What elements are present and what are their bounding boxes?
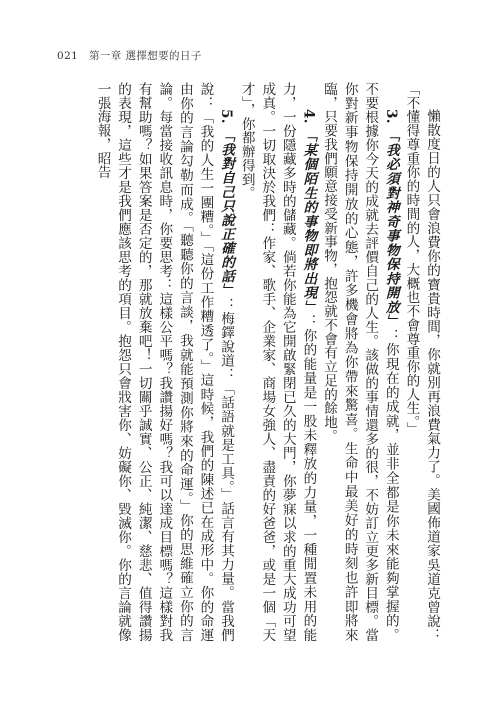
- paragraph-4-emphasis: 「我對自己只說正確的話」: [218, 128, 235, 298]
- page-number: 021: [57, 50, 79, 62]
- paragraph-1-text: 懶散度日的人只會浪費你的寶貴時間，你就別再浪費氣力了。美國佈道家吳道克曾說：「不懂得尊重你的時間的人，大概也不會尊重你的人生。」: [403, 82, 440, 642]
- paragraph-1: [401, 82, 442, 642]
- paragraph-3: [236, 82, 318, 642]
- paragraph-3-text: ：你的能量是一股未釋放的力量，一種閒置未用的能力，一份隱藏多時的儲藏。倘若你能為它開啟緊閉已久的大門，你夢寐以求的重大成功可望成真。一切取決於我們：作家、歌手、企業家、商場女強人、盡責的好爸爸，或是一個「天才」，你都辦得到。: [238, 82, 317, 642]
- paragraph-3-emphasis: 「某個陌生的事物即將出現」: [300, 128, 317, 315]
- paragraph-4: [92, 82, 236, 642]
- paragraph-2-emphasis: 「我必須對神奇事物保持開放」: [382, 128, 399, 329]
- paragraph-2: [318, 82, 400, 642]
- paragraph-2-number: 3.: [382, 109, 399, 124]
- running-header: [57, 48, 202, 63]
- paragraph-4-number: 5.: [218, 109, 235, 124]
- paragraph-4-text: ：梅鐸說道：「話語就是工具。」話言有其力量。當我們說：「我的人生一團糟。」「這份工作糟透了。」這時候，我們的陳述已在成形中。你的命運由你的言論勾勒而成。「聽聽你的言談，我就能預測你將來的命運。」你的思維確立你的言論。每當接收訊息時，你要思考：這樣公平嗎？我讚揚好嗎？我可以達成目標嗎？這樣對我有幫助嗎？如果答案是否定的，那就放棄吧！一切關乎誠實、公正、純潔、慈悲、值得讚揚的表現，這些才是我們應該思考的項目。抱怨只會戕害你、妨礙你、毀滅你。你的言論就像一張海報，昭告: [94, 82, 235, 642]
- paragraph-2-text: ：你現在的成就，並非全都是你未來能夠掌握的。不要根據你今天的成就去評價自己的人生。該做的事情還多的很，不妨訂立更多新目標。當你對新事物保持開放的心態，許多機會將為你帶來驚喜。生命中最美好的時刻也許即將來臨，只要我們願意接受新事物，抱怨就不會有立足的餘地。: [321, 82, 399, 642]
- vertical-body-text: [47, 82, 442, 642]
- chapter-title: 第一章 選擇想要的日子: [89, 50, 202, 62]
- paragraph-3-number: 4.: [300, 109, 317, 124]
